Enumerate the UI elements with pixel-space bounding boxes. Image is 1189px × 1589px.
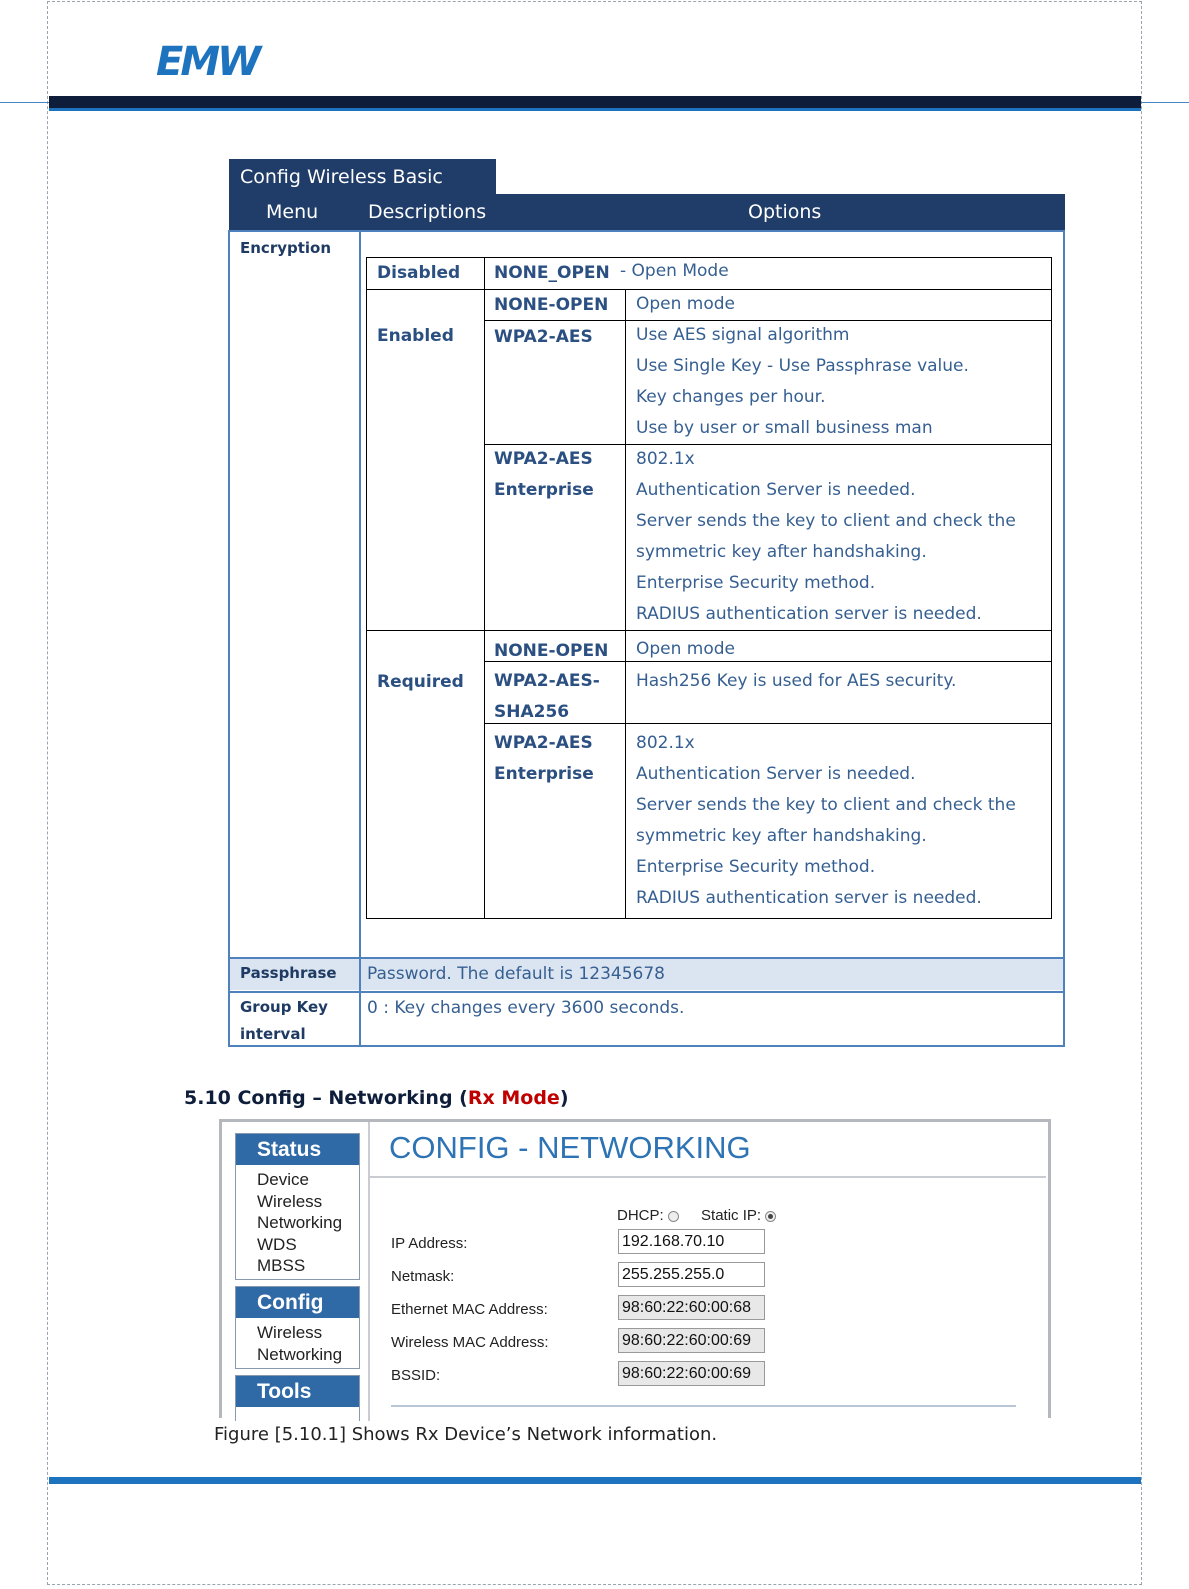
required-none-open: NONE-OPEN — [494, 641, 609, 661]
nav-config-block — [235, 1286, 360, 1369]
header-descriptions: Descriptions — [368, 201, 487, 223]
group-key-label-1: Group Key — [240, 998, 328, 1016]
static-ip-radio[interactable] — [765, 1211, 776, 1222]
desc-line: Use by user or small business man — [636, 418, 933, 438]
enabled-label: Enabled — [377, 326, 454, 346]
networking-screenshot — [219, 1119, 1051, 1418]
wireless-mac-field: 98:60:22:60:00:69 — [618, 1328, 765, 1353]
title-rule — [370, 1176, 1046, 1178]
option-line: SHA256 — [494, 702, 570, 722]
row-divider — [484, 661, 1051, 662]
static-ip-label: Static IP: — [701, 1207, 762, 1224]
group-key-desc: 0 : Key changes every 3600 seconds. — [367, 998, 685, 1018]
ethernet-mac-label: Ethernet MAC Address: — [391, 1301, 548, 1318]
required-label: Required — [377, 672, 464, 692]
footer-bar — [49, 1477, 1141, 1484]
encryption-label: Encryption — [240, 239, 332, 257]
desc-line: RADIUS authentication server is needed. — [636, 604, 982, 624]
col-divider — [625, 289, 626, 918]
header-bar — [49, 96, 1141, 111]
desc-line: symmetric key after handshaking. — [636, 826, 927, 846]
section-suffix: ) — [559, 1087, 569, 1109]
dhcp-radio[interactable] — [668, 1211, 679, 1222]
logo: EMW — [156, 39, 259, 85]
dhcp-label: DHCP: — [617, 1207, 664, 1224]
required-none-open-desc: Open mode — [636, 639, 736, 659]
passphrase-label: Passphrase — [240, 964, 337, 982]
required-sha256-desc: Hash256 Key is used for AES security. — [636, 671, 957, 691]
netmask-input[interactable]: 255.255.255.0 — [618, 1262, 765, 1287]
enabled-none-open-desc: Open mode — [636, 294, 736, 314]
section-prefix: 5.10 Config – Networking ( — [184, 1087, 468, 1109]
desc-line: Server sends the key to client and check the — [636, 795, 1016, 815]
header-options: Options — [748, 201, 822, 223]
nav-item-mbss[interactable]: MBSS — [257, 1256, 306, 1275]
disabled-desc: - Open Mode — [620, 261, 729, 281]
option-line: WPA2-AES — [494, 733, 593, 753]
nav-item-wds[interactable]: WDS — [257, 1234, 297, 1254]
nav-item-config-wireless[interactable]: Wireless — [257, 1323, 323, 1342]
passphrase-desc: Password. The default is 12345678 — [367, 964, 665, 984]
option-line: WPA2-AES- — [494, 671, 600, 691]
desc-line: Enterprise Security method. — [636, 857, 876, 877]
required-enterprise-desc — [636, 728, 1016, 914]
desc-line: symmetric key after handshaking. — [636, 542, 927, 562]
disabled-option: NONE_OPEN — [494, 263, 610, 283]
figure-caption: Figure [5.10.1] Shows Rx Device’s Network information. — [214, 1424, 718, 1445]
desc-line: Use Single Key - Use Passphrase value. — [636, 356, 969, 376]
ethernet-mac-field: 98:60:22:60:00:68 — [618, 1295, 765, 1320]
required-enterprise-option — [494, 728, 594, 790]
screen-title: CONFIG - NETWORKING — [389, 1130, 751, 1165]
bssid-field: 98:60:22:60:00:69 — [618, 1361, 765, 1386]
enabled-wpa2-aes-desc — [636, 320, 969, 444]
required-sha256-option — [494, 666, 600, 728]
desc-line: Authentication Server is needed. — [636, 764, 916, 784]
desc-line: 802.1x — [636, 733, 695, 753]
desc-line: RADIUS authentication server is needed. — [636, 888, 982, 908]
netmask-label: Netmask: — [391, 1268, 455, 1285]
desc-line: Server sends the key to client and check the — [636, 511, 1016, 531]
section-heading — [184, 1087, 569, 1109]
nav-tools-head[interactable]: Tools — [236, 1376, 359, 1407]
nav-tools-block — [235, 1375, 360, 1421]
enabled-none-open: NONE-OPEN — [494, 295, 609, 315]
section-highlight: Rx Mode — [467, 1087, 560, 1109]
nav-status-block — [235, 1133, 360, 1280]
form-divider — [391, 1405, 1016, 1407]
desc-line: 802.1x — [636, 449, 695, 469]
nav-item-wireless[interactable]: Wireless — [257, 1191, 323, 1211]
menu-column-divider — [359, 232, 361, 1045]
option-line: Enterprise — [494, 480, 594, 500]
ip-address-label: IP Address: — [391, 1235, 468, 1252]
row-divider — [367, 630, 1051, 631]
enabled-wpa2-aes: WPA2-AES — [494, 327, 593, 347]
bssid-label: BSSID: — [391, 1367, 441, 1384]
desc-line: Authentication Server is needed. — [636, 480, 916, 500]
option-line: WPA2-AES — [494, 449, 593, 469]
table-title: Config Wireless Basic — [229, 159, 496, 196]
nav-item-networking[interactable]: Networking — [257, 1213, 343, 1232]
row-divider — [230, 957, 1063, 959]
col-divider — [484, 258, 485, 918]
desc-line: Key changes per hour. — [636, 387, 826, 407]
disabled-label: Disabled — [377, 263, 461, 283]
group-key-label-2: interval — [240, 1025, 306, 1043]
wireless-mac-label: Wireless MAC Address: — [391, 1334, 549, 1351]
nav-status-head[interactable]: Status — [236, 1134, 359, 1165]
row-divider — [230, 991, 1063, 993]
ip-address-input[interactable]: 192.168.70.10 — [618, 1229, 765, 1254]
desc-line: Use AES signal algorithm — [636, 325, 850, 345]
nav-item-device[interactable]: Device — [257, 1170, 309, 1189]
ip-mode-radios — [617, 1207, 776, 1224]
option-line: Enterprise — [494, 764, 594, 784]
nav-config-head[interactable]: Config — [236, 1287, 359, 1318]
enabled-enterprise-desc — [636, 444, 1016, 630]
desc-line: Enterprise Security method. — [636, 573, 876, 593]
header-menu: Menu — [266, 201, 319, 223]
nav-item-config-networking[interactable]: Networking — [257, 1344, 343, 1364]
table-header — [229, 194, 1065, 230]
enabled-enterprise-option — [494, 444, 594, 506]
nav-separator — [368, 1122, 370, 1421]
